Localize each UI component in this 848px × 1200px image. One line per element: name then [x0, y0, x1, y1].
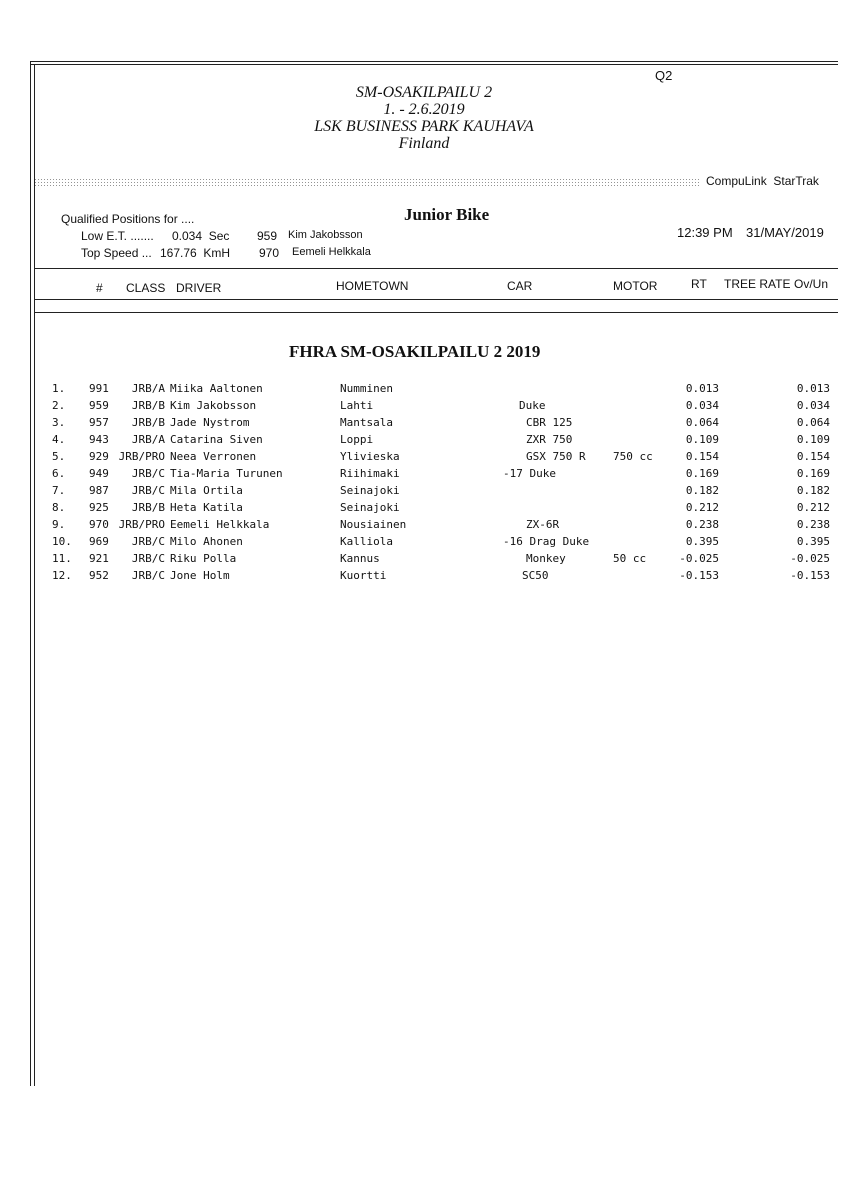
cell-rt: 0.212	[685, 501, 719, 514]
cell-car: ZX-6R	[526, 518, 560, 531]
cell-driver: Milo Ahonen	[170, 535, 243, 548]
cell-pos: 6.	[52, 467, 66, 480]
cell-car: CBR 125	[526, 416, 573, 429]
cell-pos: 11.	[52, 552, 72, 565]
report-date: 31/MAY/2019	[746, 225, 824, 240]
cell-hometown: Nousiainen	[340, 518, 407, 531]
cell-hometown: Numminen	[340, 382, 393, 395]
cell-cls: JRB/PRO	[118, 518, 165, 531]
cell-ovun: -0.153	[790, 569, 830, 582]
col-driver: DRIVER	[176, 281, 222, 295]
cell-ovun: 0.169	[796, 467, 830, 480]
low-et-value: 0.034 Sec	[172, 229, 230, 243]
cell-driver: Tia-Maria Turunen	[170, 467, 283, 480]
cell-num: 925	[89, 501, 109, 514]
col-num: #	[96, 281, 103, 295]
cell-num: 959	[89, 399, 109, 412]
col-hometown: HOMETOWN	[336, 279, 409, 293]
qualified-label: Qualified Positions for ....	[61, 212, 195, 226]
cell-pos: 2.	[52, 399, 66, 412]
cell-pos: 9.	[52, 518, 66, 531]
cell-ovun: 0.154	[796, 450, 830, 463]
cell-cls: JRB/C	[131, 569, 165, 582]
cell-ovun: 0.109	[796, 433, 830, 446]
cell-ovun: 0.238	[796, 518, 830, 531]
top-speed-num: 970	[259, 246, 280, 260]
low-et-name: Kim Jakobsson	[288, 229, 363, 241]
cell-car: -16 Drag Duke	[503, 535, 590, 548]
cell-pos: 3.	[52, 416, 66, 429]
cell-cls: JRB/B	[131, 501, 165, 514]
cell-driver: Heta Katila	[170, 501, 243, 514]
cell-ovun: 0.064	[796, 416, 830, 429]
header-top-rule	[34, 268, 838, 269]
top-border-inner	[30, 64, 838, 65]
cell-driver: Eemeli Helkkala	[170, 518, 270, 531]
cell-num: 929	[89, 450, 109, 463]
cell-num: 921	[89, 552, 109, 565]
cell-rt: 0.238	[685, 518, 719, 531]
left-border	[30, 61, 31, 1086]
cell-car: GSX 750 R	[526, 450, 586, 463]
cell-ovun: 0.182	[796, 484, 830, 497]
cell-cls: JRB/B	[131, 416, 165, 429]
low-et-num: 959	[257, 229, 278, 243]
cell-ovun: 0.212	[796, 501, 830, 514]
cell-driver: Neea Verronen	[170, 450, 257, 463]
cell-rt: 0.169	[685, 467, 719, 480]
cell-ovun: 0.034	[796, 399, 830, 412]
top-speed-value: 167.76 KmH	[160, 246, 231, 260]
cell-num: 949	[89, 467, 109, 480]
cell-pos: 5.	[52, 450, 66, 463]
top-border	[30, 61, 838, 62]
cell-num: 970	[89, 518, 109, 531]
cell-ovun: 0.395	[796, 535, 830, 548]
cell-hometown: Riihimaki	[340, 467, 400, 480]
cell-car: Monkey	[526, 552, 566, 565]
cell-hometown: Loppi	[340, 433, 374, 446]
cell-driver: Kim Jakobsson	[170, 399, 257, 412]
event-dates: 1. - 2.6.2019	[383, 101, 465, 118]
cell-num: 987	[89, 484, 109, 497]
cell-hometown: Kannus	[340, 552, 380, 565]
cell-hometown: Kuortti	[340, 569, 387, 582]
cell-hometown: Lahti	[340, 399, 374, 412]
cell-cls: JRB/A	[131, 433, 165, 446]
cell-cls: JRB/A	[131, 382, 165, 395]
cell-num: 969	[89, 535, 109, 548]
cell-car: ZXR 750	[526, 433, 573, 446]
event-code: Q2	[655, 68, 673, 83]
cell-driver: Jone Holm	[170, 569, 230, 582]
cell-driver: Miika Aaltonen	[170, 382, 263, 395]
cell-cls: JRB/PRO	[118, 450, 165, 463]
cell-pos: 12.	[52, 569, 72, 582]
cell-hometown: Mantsala	[340, 416, 393, 429]
cell-motor: 50 cc	[613, 552, 647, 565]
cell-pos: 7.	[52, 484, 66, 497]
cell-rt: -0.025	[679, 552, 719, 565]
col-motor: MOTOR	[613, 279, 658, 293]
cell-driver: Mila Ortila	[170, 484, 243, 497]
cell-num: 952	[89, 569, 109, 582]
cell-cls: JRB/C	[131, 535, 165, 548]
cell-rt: -0.153	[679, 569, 719, 582]
cell-cls: JRB/B	[131, 399, 165, 412]
cell-ovun: -0.025	[790, 552, 830, 565]
cell-num: 957	[89, 416, 109, 429]
cell-rt: 0.034	[685, 399, 719, 412]
cell-hometown: Ylivieska	[340, 450, 400, 463]
cell-rt: 0.182	[685, 484, 719, 497]
cell-car: SC50	[522, 569, 549, 582]
cell-hometown: Seinajoki	[340, 484, 400, 497]
cell-num: 943	[89, 433, 109, 446]
cell-hometown: Seinajoki	[340, 501, 400, 514]
cell-motor: 750 cc	[613, 450, 653, 463]
col-car: CAR	[507, 279, 533, 293]
cell-driver: Catarina Siven	[170, 433, 263, 446]
cell-ovun: 0.013	[796, 382, 830, 395]
cell-car: -17 Duke	[503, 467, 556, 480]
col-tree-rate: TREE RATE	[724, 277, 791, 291]
cell-num: 991	[89, 382, 109, 395]
cell-hometown: Kalliola	[340, 535, 393, 548]
cell-rt: 0.154	[685, 450, 719, 463]
dotted-separator	[34, 178, 700, 188]
cell-driver: Riku Polla	[170, 552, 237, 565]
section-title: FHRA SM-OSAKILPAILU 2 2019	[289, 342, 541, 361]
col-ovun: Ov/Un	[794, 277, 829, 291]
cell-rt: 0.109	[685, 433, 719, 446]
class-title: Junior Bike	[404, 205, 490, 224]
event-title: SM-OSAKILPAILU 2	[355, 84, 493, 101]
header-bottom-rule-2	[34, 312, 838, 313]
event-country: Finland	[398, 135, 450, 152]
top-speed-name: Eemeli Helkkala	[292, 246, 371, 258]
cell-rt: 0.395	[685, 535, 719, 548]
top-speed-label: Top Speed ...	[81, 246, 152, 260]
cell-cls: JRB/C	[131, 467, 165, 480]
col-rt: RT	[691, 277, 707, 291]
cell-cls: JRB/C	[131, 484, 165, 497]
report-time: 12:39 PM	[677, 225, 733, 240]
header-bottom-rule	[34, 299, 838, 300]
cell-pos: 4.	[52, 433, 66, 446]
cell-car: Duke	[519, 399, 546, 412]
cell-rt: 0.013	[685, 382, 719, 395]
left-border-inner	[34, 64, 35, 1086]
cell-driver: Jade Nystrom	[170, 416, 250, 429]
cell-cls: JRB/C	[131, 552, 165, 565]
event-venue: LSK BUSINESS PARK KAUHAVA	[314, 118, 534, 135]
cell-pos: 1.	[52, 382, 66, 395]
low-et-label: Low E.T. .......	[81, 229, 154, 243]
system-label: CompuLink StarTrak	[706, 174, 819, 188]
col-class: CLASS	[126, 281, 166, 295]
cell-pos: 8.	[52, 501, 66, 514]
cell-pos: 10.	[52, 535, 72, 548]
cell-rt: 0.064	[685, 416, 719, 429]
